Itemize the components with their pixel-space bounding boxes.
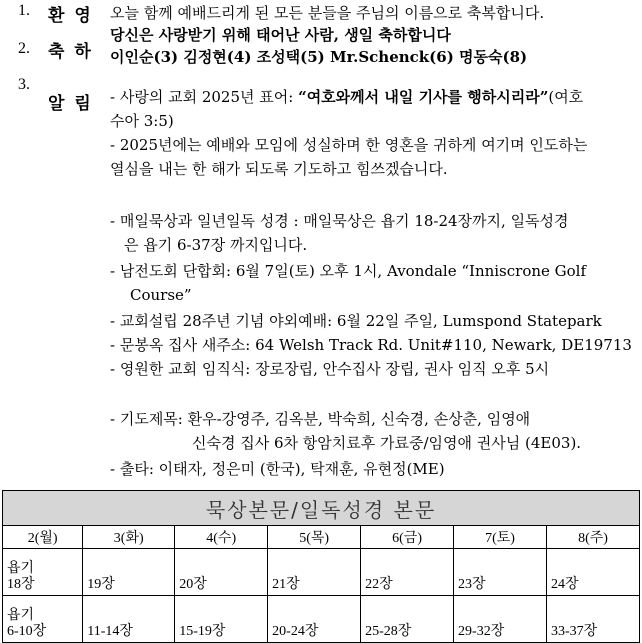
table-header-row [3,526,640,549]
table-row [3,549,640,596]
day-header: 5(목) [268,526,361,549]
table-cell [3,596,83,643]
welcome-text: 오늘 함께 예배드리게 된 모든 분들을 주님의 이름으로 축복합니다. [110,4,545,22]
anniversary-notice: - 교회설립 28주년 기념 야외예배: 6월 22일 주일, Lumspond Statepark [110,312,602,330]
vision-line-1: - 2025년에는 예배와 모임에 성실하며 한 영혼을 귀하게 여기며 인도하는 [110,136,588,154]
prayer-line-2: 신숙경 집사 6차 항암치료후 가료중/임영애 권사님 (4E03). [192,434,582,452]
reading-table [2,490,640,643]
motto-suffix: (여호 [548,88,584,106]
table-cell: 22장 [361,549,454,596]
chapter: 18장 [7,577,35,592]
motto-quote: “여호와께서 내일 기사를 행하시리라” [298,88,549,106]
table-title: 묵상본문/일독성경 본문 [3,491,640,526]
table-cell: 24장 [546,549,639,596]
motto-line [110,86,583,108]
ordination-notice: - 영원한 교회 임직식: 장로장립, 안수집사 장립, 권사 임직 오후 5시 [110,360,550,378]
section-label-celebrate: 축 하 [48,42,93,62]
motto-prefix: - 사랑의 교회 2025년 표어: [110,88,299,106]
section-label-notice: 알 림 [48,94,93,114]
section-number: 1. [18,2,30,19]
address-notice: - 문봉옥 집사 새주소: 64 Welsh Track Rd. Unit#110, Newark, DE19713 [110,336,632,354]
section-number: 2. [18,40,30,57]
birthday-names: 이인순(3) 김정현(4) 조성택(5) Mr.Schenck(6) 명동숙(8) [110,48,528,66]
table-cell: 15-19장 [175,596,268,643]
day-header: 3(화) [83,526,175,549]
chapter: 6-10장 [7,624,47,639]
table-cell: 29-32장 [454,596,547,643]
table-cell: 20장 [175,549,268,596]
table-cell: 25-28장 [361,596,454,643]
table-row [3,596,640,643]
day-header: 6(금) [361,526,454,549]
birthday-title: 당신은 사랑받기 위해 태어난 사람, 생일 축하합니다 [110,26,451,44]
vision-line-2: 열심을 내는 한 해가 되도록 기도하고 힘쓰겠습니다. [110,160,448,178]
qt-line-1: - 매일묵상과 일년일독 성경 : 매일묵상은 욥기 18-24장까지, 일독성경 [110,212,569,230]
motto-reference: 수아 3:5) [110,112,174,130]
day-header: 8(주) [546,526,639,549]
day-header: 7(토) [454,526,547,549]
book-name: 욥기 [7,608,35,623]
table-cell: 21장 [268,549,361,596]
travel-notice: - 출타: 이태자, 정은미 (한국), 탁재훈, 유현정(ME) [110,460,445,478]
prayer-line-1: - 기도제목: 환우-강영주, 김옥분, 박숙희, 신숙경, 손상춘, 임영애 [110,410,531,428]
table-cell: 19장 [83,549,175,596]
day-header: 2(월) [3,526,83,549]
men-meeting-line-2: Course” [130,286,192,304]
men-meeting-line-1: - 남전도회 단합회: 6월 7일(토) 오후 1시, Avondale “Inniscrone Golf [110,262,587,280]
table-cell [3,549,83,596]
table-cell: 23장 [454,549,547,596]
section-number: 3. [18,76,30,93]
table-cell: 33-37장 [546,596,639,643]
table-cell: 11-14장 [83,596,175,643]
day-header: 4(수) [175,526,268,549]
qt-line-2: 은 욥기 6-37장 까지입니다. [124,236,308,254]
table-cell: 20-24장 [268,596,361,643]
book-name: 욥기 [7,561,35,576]
section-label-welcome: 환 영 [48,6,93,26]
